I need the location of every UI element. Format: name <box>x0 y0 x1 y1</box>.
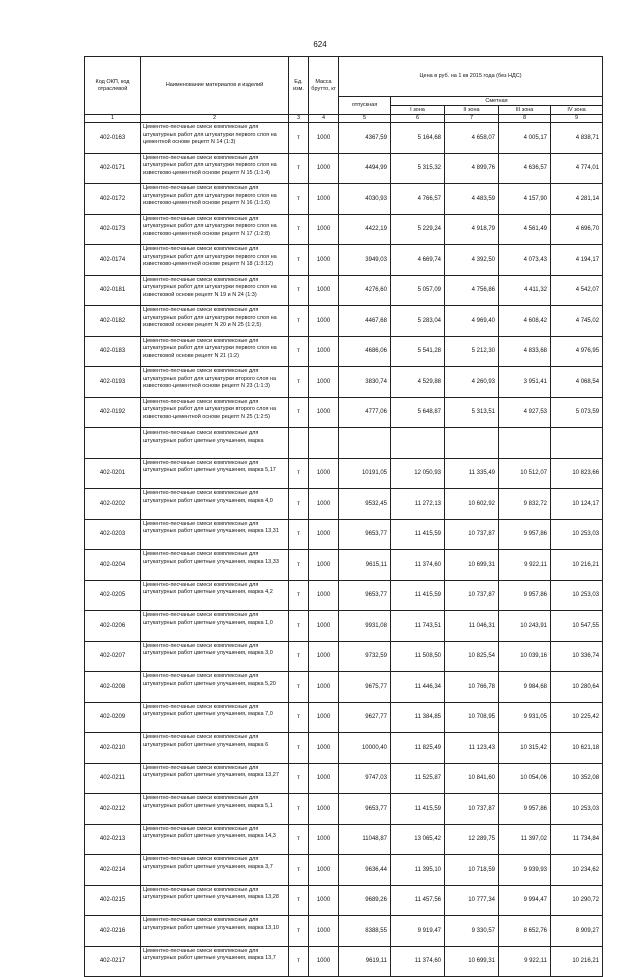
mass-cell: 1000 <box>309 946 339 977</box>
table-row <box>85 397 603 428</box>
unit-cell: т <box>289 550 309 581</box>
price-zone-1: 11 374,60 <box>391 946 445 977</box>
mass-cell: 1000 <box>309 275 339 306</box>
unit-cell: т <box>289 397 309 428</box>
mass-cell: 1000 <box>309 489 339 520</box>
price-release: 9532,45 <box>339 489 391 520</box>
price-zone-4: 10 352,08 <box>551 763 603 794</box>
material-name: Цементно-песчаные смеси комплексные для штукатурных работ для штукатурки первого слоя на известковой основе рецепт N 20 и N 25 (1:2,5) <box>141 306 289 337</box>
price-zone-3: 9 922,11 <box>499 550 551 581</box>
table-row <box>85 550 603 581</box>
unit-cell: т <box>289 763 309 794</box>
price-zone-1: 4 669,74 <box>391 245 445 276</box>
mass-cell: 1000 <box>309 306 339 337</box>
material-code: 402-0174 <box>85 245 141 276</box>
mass-cell: 1000 <box>309 123 339 154</box>
unit-cell: т <box>289 306 309 337</box>
material-name: Цементно-песчаные смеси комплексные для штукатурных работ цветные улучшения, марка 3,0 <box>141 641 289 672</box>
material-name: Цементно-песчаные смеси комплексные для штукатурных работ цветные улучшения, марка 13,27 <box>141 763 289 794</box>
price-zone-4: 10 124,17 <box>551 489 603 520</box>
unit-cell: т <box>289 367 309 398</box>
price-zone-1: 11 508,50 <box>391 641 445 672</box>
price-zone-2: 10 777,34 <box>445 885 499 916</box>
price-release: 4686,06 <box>339 336 391 367</box>
mass-cell: 1000 <box>309 885 339 916</box>
price-zone-2: 10 766,78 <box>445 672 499 703</box>
price-release: 9615,11 <box>339 550 391 581</box>
price-zone-1: 13 065,42 <box>391 824 445 855</box>
price-release: 9675,77 <box>339 672 391 703</box>
mass-cell: 1000 <box>309 397 339 428</box>
price-release: 9653,77 <box>339 519 391 550</box>
table-row <box>85 245 603 276</box>
table-row <box>85 367 603 398</box>
price-release: 11048,87 <box>339 824 391 855</box>
price-zone-2: 4 483,59 <box>445 184 499 215</box>
unit-cell: т <box>289 489 309 520</box>
mass-cell: 1000 <box>309 641 339 672</box>
material-name: Цементно-песчаные смеси комплексные для штукатурных работ цветные улучшения, марка 13,7 <box>141 946 289 977</box>
price-zone-1: 5 283,04 <box>391 306 445 337</box>
mass-cell: 1000 <box>309 702 339 733</box>
table-row <box>85 580 603 611</box>
header-zone-3: III зона <box>499 106 551 115</box>
price-zone-3: 4 636,57 <box>499 153 551 184</box>
price-zone-1: 11 415,59 <box>391 794 445 825</box>
material-code: 402-0211 <box>85 763 141 794</box>
price-zone-3: 10 039,16 <box>499 641 551 672</box>
price-zone-4: 4 281,14 <box>551 184 603 215</box>
material-name: Цементно-песчаные смеси комплексные для штукатурных работ цветные улучшения, марка 4,2 <box>141 580 289 611</box>
table-row <box>85 123 603 154</box>
price-zone-2: 10 737,87 <box>445 580 499 611</box>
price-zone-1: 5 229,24 <box>391 214 445 245</box>
mass-cell: 1000 <box>309 336 339 367</box>
price-release: 4030,93 <box>339 184 391 215</box>
price-zone-4: 10 336,74 <box>551 641 603 672</box>
price-zone-2: 10 737,87 <box>445 794 499 825</box>
material-name: Цементно-песчаные смеси комплексные для штукатурных работ цветные улучшения, марка 7,0 <box>141 702 289 733</box>
material-name: Цементно-песчаные смеси комплексные для штукатурных работ цветные улучшения, марка 5,1 <box>141 794 289 825</box>
table-row <box>85 458 603 489</box>
col-number: 5 <box>339 115 391 123</box>
mass-cell: 1000 <box>309 367 339 398</box>
mass-cell: 1000 <box>309 763 339 794</box>
material-code: 402-0209 <box>85 702 141 733</box>
unit-cell: т <box>289 245 309 276</box>
price-zone-2: 9 330,57 <box>445 916 499 947</box>
price-release: 10191,05 <box>339 458 391 489</box>
material-code: 402-0163 <box>85 123 141 154</box>
price-zone-3: 4 157,90 <box>499 184 551 215</box>
price-table <box>84 56 603 977</box>
price-zone-1: 11 446,34 <box>391 672 445 703</box>
section-row <box>85 428 603 459</box>
price-zone-2: 12 289,75 <box>445 824 499 855</box>
table-body-a <box>85 123 603 428</box>
price-release: 3949,03 <box>339 245 391 276</box>
price-release: 9619,11 <box>339 946 391 977</box>
material-name: Цементно-песчаные смеси комплексные для штукатурных работ для штукатурки первого слоя на известково-цементной основе рецепт N 17 (1:2:8) <box>141 214 289 245</box>
price-release: 4367,59 <box>339 123 391 154</box>
mass-cell: 1000 <box>309 519 339 550</box>
table-row <box>85 275 603 306</box>
page-number: 624 <box>313 40 327 49</box>
material-code: 402-0193 <box>85 367 141 398</box>
price-zone-2: 10 708,95 <box>445 702 499 733</box>
price-release: 4276,60 <box>339 275 391 306</box>
table-row <box>85 885 603 916</box>
price-zone-3: 4 073,43 <box>499 245 551 276</box>
price-zone-3: 4 561,49 <box>499 214 551 245</box>
price-zone-2: 11 123,43 <box>445 733 499 764</box>
price-zone-1: 5 315,32 <box>391 153 445 184</box>
price-zone-4: 4 976,95 <box>551 336 603 367</box>
table-row <box>85 855 603 886</box>
header-name: Наименование материалов и изделий <box>141 57 289 115</box>
price-zone-4: 10 547,55 <box>551 611 603 642</box>
price-zone-1: 5 648,87 <box>391 397 445 428</box>
material-code: 402-0192 <box>85 397 141 428</box>
mass-cell: 1000 <box>309 458 339 489</box>
price-zone-3: 4 927,53 <box>499 397 551 428</box>
price-release: 8388,55 <box>339 916 391 947</box>
material-code: 402-0212 <box>85 794 141 825</box>
material-code: 402-0216 <box>85 916 141 947</box>
price-zone-4: 4 838,71 <box>551 123 603 154</box>
section-body <box>85 428 603 459</box>
price-zone-2: 4 756,86 <box>445 275 499 306</box>
price-zone-3: 9 922,11 <box>499 946 551 977</box>
price-release: 9653,77 <box>339 794 391 825</box>
price-zone-4: 11 734,84 <box>551 824 603 855</box>
material-name: Цементно-песчаные смеси комплексные для штукатурных работ для штукатурки второго слоя на известково-цементной основе рецепт N 23 (1:1:3) <box>141 367 289 398</box>
mass-cell: 1000 <box>309 855 339 886</box>
price-zone-2: 4 918,79 <box>445 214 499 245</box>
price-zone-4: 8 909,27 <box>551 916 603 947</box>
material-code: 402-0206 <box>85 611 141 642</box>
price-zone-4: 4 745,02 <box>551 306 603 337</box>
material-name: Цементно-песчаные смеси комплексные для штукатурных работ для штукатурки первого слоя на известковой основе рецепт N 19 и N 24 (1:3) <box>141 275 289 306</box>
price-zone-3: 4 005,17 <box>499 123 551 154</box>
unit-cell: т <box>289 458 309 489</box>
price-zone-1: 11 374,60 <box>391 550 445 581</box>
mass-cell: 1000 <box>309 550 339 581</box>
header-unit: Ед. изм. <box>289 57 309 115</box>
price-release: 9747,03 <box>339 763 391 794</box>
material-name: Цементно-песчаные смеси комплексные для штукатурных работ цветные улучшения, марка 13,31 <box>141 519 289 550</box>
material-name: Цементно-песчаные смеси комплексные для штукатурных работ для штукатурки первого слоя на известковой основе рецепт N 21 (1:2) <box>141 336 289 367</box>
table-row <box>85 946 603 977</box>
material-name: Цементно-песчаные смеси комплексные для штукатурных работ цветные улучшения, марка 4,0 <box>141 489 289 520</box>
material-code: 402-0205 <box>85 580 141 611</box>
material-code: 402-0204 <box>85 550 141 581</box>
price-release: 9689,26 <box>339 885 391 916</box>
price-zone-1: 11 525,87 <box>391 763 445 794</box>
price-release: 4467,68 <box>339 306 391 337</box>
price-zone-1: 11 395,10 <box>391 855 445 886</box>
mass-cell: 1000 <box>309 611 339 642</box>
table-row <box>85 702 603 733</box>
unit-cell: т <box>289 123 309 154</box>
price-zone-4: 10 216,21 <box>551 550 603 581</box>
price-release: 9931,08 <box>339 611 391 642</box>
material-name: Цементно-песчаные смеси комплексные для штукатурных работ цветные улучшения, марка 13,10 <box>141 916 289 947</box>
unit-cell: т <box>289 184 309 215</box>
price-zone-2: 11 335,49 <box>445 458 499 489</box>
header-zone-4: IV зона <box>551 106 603 115</box>
material-code: 402-0208 <box>85 672 141 703</box>
price-release: 9627,77 <box>339 702 391 733</box>
table-row <box>85 153 603 184</box>
price-zone-3: 11 397,02 <box>499 824 551 855</box>
material-name: Цементно-песчаные смеси комплексные для штукатурных работ цветные улучшения, марка 1,0 <box>141 611 289 642</box>
price-zone-2: 5 313,51 <box>445 397 499 428</box>
material-code: 402-0214 <box>85 855 141 886</box>
col-number: 4 <box>309 115 339 123</box>
price-zone-3: 9 832,72 <box>499 489 551 520</box>
price-zone-1: 11 743,51 <box>391 611 445 642</box>
material-name: Цементно-песчаные смеси комплексные для штукатурных работ цветные улучшения, марка 6 <box>141 733 289 764</box>
price-zone-4: 10 253,03 <box>551 519 603 550</box>
price-release: 10000,40 <box>339 733 391 764</box>
price-zone-2: 4 969,40 <box>445 306 499 337</box>
price-zone-1: 11 457,56 <box>391 885 445 916</box>
price-zone-2: 10 699,31 <box>445 550 499 581</box>
price-zone-4: 10 823,66 <box>551 458 603 489</box>
mass-cell: 1000 <box>309 153 339 184</box>
price-zone-4: 10 253,03 <box>551 580 603 611</box>
price-release: 3830,74 <box>339 367 391 398</box>
price-zone-1: 9 919,47 <box>391 916 445 947</box>
price-zone-1: 11 384,85 <box>391 702 445 733</box>
col-number: 1 <box>85 115 141 123</box>
price-zone-2: 4 392,50 <box>445 245 499 276</box>
unit-cell: т <box>289 214 309 245</box>
price-zone-2: 4 658,07 <box>445 123 499 154</box>
unit-cell: т <box>289 885 309 916</box>
mass-cell: 1000 <box>309 916 339 947</box>
price-zone-4: 4 542,07 <box>551 275 603 306</box>
price-zone-4: 10 225,42 <box>551 702 603 733</box>
price-zone-4: 4 194,17 <box>551 245 603 276</box>
header-mass: Масса брутто, кг <box>309 57 339 115</box>
table-row <box>85 641 603 672</box>
price-zone-1: 12 050,93 <box>391 458 445 489</box>
header-zone-2: II зона <box>445 106 499 115</box>
price-zone-4: 10 621,18 <box>551 733 603 764</box>
material-name: Цементно-песчаные смеси комплексные для штукатурных работ для штукатурки первого слоя на известково-цементной основе рецепт N 18 (1:3:12) <box>141 245 289 276</box>
mass-cell: 1000 <box>309 824 339 855</box>
price-zone-4: 10 253,03 <box>551 794 603 825</box>
material-name: Цементно-песчаные смеси комплексные для штукатурных работ цветные улучшения, марка 5,17 <box>141 458 289 489</box>
material-code: 402-0182 <box>85 306 141 337</box>
price-release: 4777,06 <box>339 397 391 428</box>
table-row <box>85 763 603 794</box>
price-zone-3: 9 984,68 <box>499 672 551 703</box>
price-zone-1: 4 529,88 <box>391 367 445 398</box>
unit-cell: т <box>289 946 309 977</box>
material-code: 402-0201 <box>85 458 141 489</box>
price-release: 4422,19 <box>339 214 391 245</box>
table-body-b <box>85 458 603 977</box>
material-code: 402-0171 <box>85 153 141 184</box>
col-number: 6 <box>391 115 445 123</box>
price-release: 4494,99 <box>339 153 391 184</box>
table-row <box>85 672 603 703</box>
material-code: 402-0181 <box>85 275 141 306</box>
col-number: 7 <box>445 115 499 123</box>
price-zone-3: 10 243,91 <box>499 611 551 642</box>
material-name: Цементно-песчаные смеси комплексные для штукатурных работ цветные улучшения, марка 3,7 <box>141 855 289 886</box>
table-row <box>85 519 603 550</box>
material-name: Цементно-песчаные смеси комплексные для штукатурных работ для штукатурки первого слоя на известково-цементной основе рецепт N 16 (1:1:6) <box>141 184 289 215</box>
material-code: 402-0215 <box>85 885 141 916</box>
price-zone-3: 10 315,42 <box>499 733 551 764</box>
price-zone-3: 9 931,05 <box>499 702 551 733</box>
table-row <box>85 794 603 825</box>
price-zone-3: 9 994,47 <box>499 885 551 916</box>
table-row <box>85 306 603 337</box>
price-release: 9653,77 <box>339 580 391 611</box>
price-zone-4: 5 073,59 <box>551 397 603 428</box>
price-zone-4: 4 068,54 <box>551 367 603 398</box>
price-zone-2: 10 841,60 <box>445 763 499 794</box>
price-zone-3: 3 951,41 <box>499 367 551 398</box>
material-code: 402-0213 <box>85 824 141 855</box>
price-zone-2: 10 737,87 <box>445 519 499 550</box>
price-zone-2: 10 699,31 <box>445 946 499 977</box>
price-zone-4: 10 290,72 <box>551 885 603 916</box>
header-zone-1: I зона <box>391 106 445 115</box>
price-zone-3: 4 608,42 <box>499 306 551 337</box>
mass-cell: 1000 <box>309 794 339 825</box>
price-release: 9732,59 <box>339 641 391 672</box>
material-name: Цементно-песчаные смеси комплексные для штукатурных работ для штукатурки первого слоя на цементной основе рецепт N 14 (1:3) <box>141 123 289 154</box>
unit-cell: т <box>289 672 309 703</box>
material-name: Цементно-песчаные смеси комплексные для штукатурных работ для штукатурки второго слоя на известково-цементной основе рецепт N 25 (1:2:5) <box>141 397 289 428</box>
unit-cell: т <box>289 794 309 825</box>
price-zone-1: 11 415,59 <box>391 580 445 611</box>
mass-cell: 1000 <box>309 245 339 276</box>
material-name: Цементно-песчаные смеси комплексные для штукатурных работ цветные улучшения, марка 5,20 <box>141 672 289 703</box>
price-zone-4: 10 234,62 <box>551 855 603 886</box>
header-code: Код ОКП, код отраслевой <box>85 57 141 115</box>
price-zone-1: 5 164,68 <box>391 123 445 154</box>
header-estimate: Сметная <box>391 97 603 106</box>
col-number: 8 <box>499 115 551 123</box>
table-row <box>85 184 603 215</box>
price-zone-3: 9 939,93 <box>499 855 551 886</box>
material-name: Цементно-песчаные смеси комплексные для штукатурных работ цветные улучшения, марка 14,3 <box>141 824 289 855</box>
material-code: 402-0210 <box>85 733 141 764</box>
price-zone-1: 11 825,49 <box>391 733 445 764</box>
header-release: отпускная <box>339 97 391 115</box>
price-release: 9636,44 <box>339 855 391 886</box>
unit-cell: т <box>289 580 309 611</box>
table-row <box>85 489 603 520</box>
material-code: 402-0202 <box>85 489 141 520</box>
price-zone-1: 11 272,13 <box>391 489 445 520</box>
price-zone-3: 10 512,07 <box>499 458 551 489</box>
price-zone-3: 8 652,76 <box>499 916 551 947</box>
price-zone-1: 11 415,59 <box>391 519 445 550</box>
table-row <box>85 336 603 367</box>
table-row <box>85 733 603 764</box>
unit-cell: т <box>289 855 309 886</box>
unit-cell: т <box>289 153 309 184</box>
mass-cell: 1000 <box>309 672 339 703</box>
col-number: 3 <box>289 115 309 123</box>
price-zone-2: 4 260,93 <box>445 367 499 398</box>
price-zone-2: 10 602,92 <box>445 489 499 520</box>
material-code: 402-0207 <box>85 641 141 672</box>
price-zone-1: 5 057,09 <box>391 275 445 306</box>
mass-cell: 1000 <box>309 184 339 215</box>
header-price: Цена в руб. на 1 кв 2015 года (без НДС) <box>339 57 603 97</box>
mass-cell: 1000 <box>309 580 339 611</box>
mass-cell: 1000 <box>309 214 339 245</box>
material-name: Цементно-песчаные смеси комплексные для штукатурных работ цветные улучшения, марка 13,33 <box>141 550 289 581</box>
mass-cell: 1000 <box>309 733 339 764</box>
price-zone-4: 10 216,21 <box>551 946 603 977</box>
table-row <box>85 214 603 245</box>
price-zone-2: 4 899,76 <box>445 153 499 184</box>
material-code: 402-0183 <box>85 336 141 367</box>
price-zone-3: 4 833,68 <box>499 336 551 367</box>
unit-cell: т <box>289 733 309 764</box>
unit-cell: т <box>289 641 309 672</box>
price-zone-1: 5 541,28 <box>391 336 445 367</box>
material-code: 402-0203 <box>85 519 141 550</box>
price-zone-4: 4 696,70 <box>551 214 603 245</box>
table-row <box>85 611 603 642</box>
material-name: Цементно-песчаные смеси комплексные для штукатурных работ цветные улучшения, марка 13,28 <box>141 885 289 916</box>
price-zone-3: 4 411,32 <box>499 275 551 306</box>
col-number: 9 <box>551 115 603 123</box>
price-zone-1: 4 766,57 <box>391 184 445 215</box>
table-row <box>85 824 603 855</box>
price-zone-2: 10 825,54 <box>445 641 499 672</box>
unit-cell: т <box>289 702 309 733</box>
price-zone-2: 10 718,59 <box>445 855 499 886</box>
material-code: 402-0217 <box>85 946 141 977</box>
price-zone-4: 10 280,64 <box>551 672 603 703</box>
unit-cell: т <box>289 916 309 947</box>
material-code: 402-0173 <box>85 214 141 245</box>
unit-cell: т <box>289 275 309 306</box>
col-number: 2 <box>141 115 289 123</box>
unit-cell: т <box>289 336 309 367</box>
unit-cell: т <box>289 611 309 642</box>
unit-cell: т <box>289 824 309 855</box>
price-zone-3: 9 957,86 <box>499 794 551 825</box>
price-zone-2: 5 212,30 <box>445 336 499 367</box>
price-zone-3: 10 054,06 <box>499 763 551 794</box>
material-code: 402-0172 <box>85 184 141 215</box>
unit-cell: т <box>289 519 309 550</box>
price-zone-4: 4 774,01 <box>551 153 603 184</box>
price-zone-3: 9 957,86 <box>499 580 551 611</box>
material-name: Цементно-песчаные смеси комплексные для штукатурных работ для штукатурки первого слоя на известково-цементной основе рецепт N 15 (1:1:4) <box>141 153 289 184</box>
table-row <box>85 916 603 947</box>
price-zone-3: 9 957,86 <box>499 519 551 550</box>
section-title: Цементно-песчаные смеси комплексные для штукатурных работ цветные улучшения, марка <box>141 428 289 459</box>
price-zone-2: 11 046,31 <box>445 611 499 642</box>
